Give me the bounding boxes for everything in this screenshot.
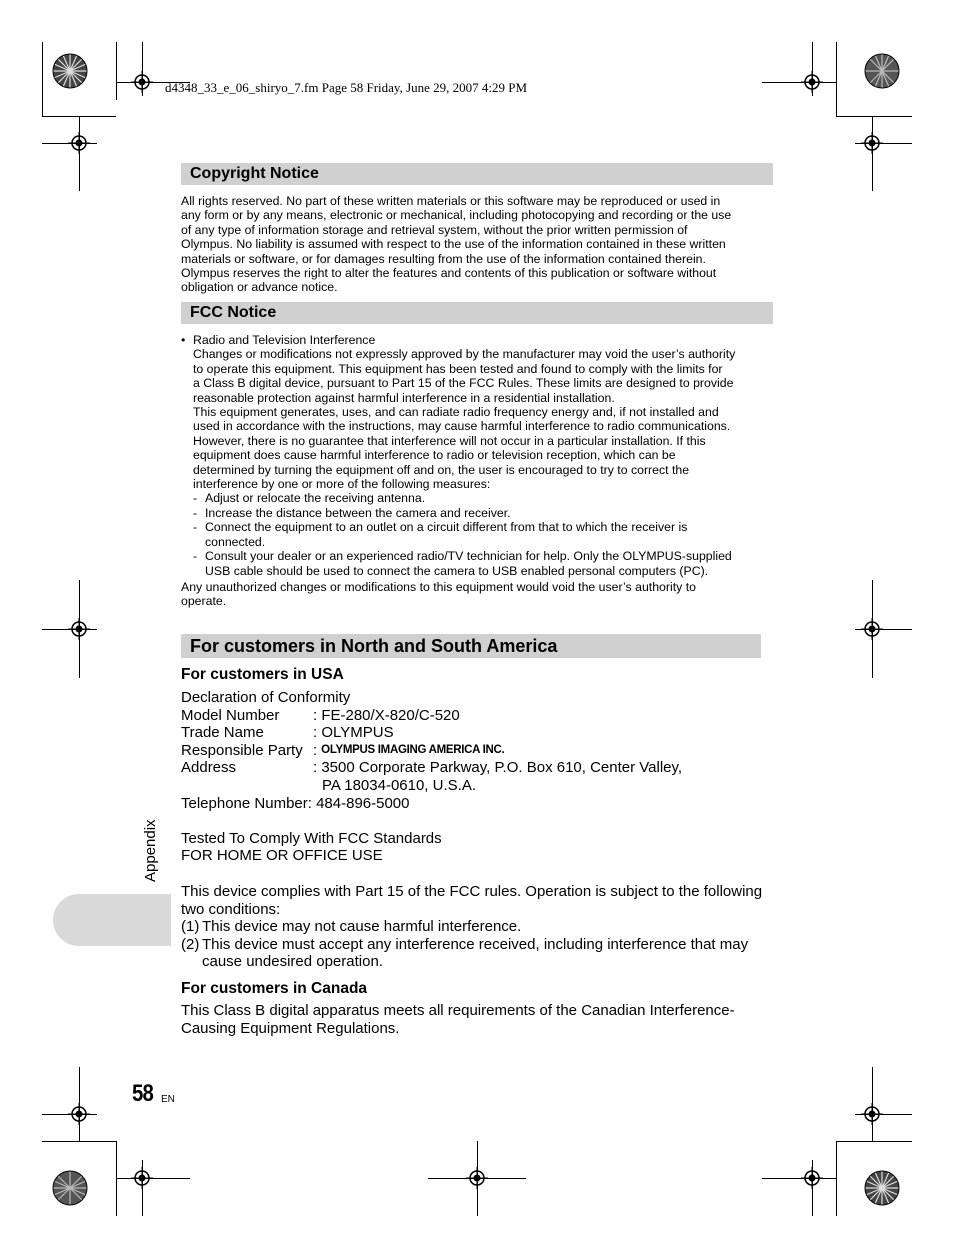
text-line: reasonable protection against harmful interference in a residential installation. (193, 390, 615, 405)
side-tab-label: Appendix (142, 819, 159, 882)
text-line: two conditions: (181, 900, 281, 918)
copyright-body (181, 194, 781, 295)
list-item: - Consult your dealer or an experienced radio/TV technician for help. Only the OLYMPUS-supplied USB cable should be used to connect the camera to USB enabled personal computers (PC). (193, 549, 732, 578)
measures-list (193, 491, 781, 577)
text-line: Changes or modifications not expressly approved by the manufacturer may void the user’s authority (193, 347, 736, 362)
list-item: - Connect the equipment to an outlet on a circuit different from that to which the receiver is connected. (193, 520, 688, 549)
text-line: used in accordance with the instructions, may cause harmful interference to radio communications. (193, 419, 731, 434)
starburst-calibration-icon (864, 53, 900, 89)
responsible-row: Responsible Party : OLYMPUS IMAGING AMERICA INC. (181, 741, 505, 759)
bullet-icon: • (181, 333, 186, 347)
registration-target-icon (861, 1103, 883, 1125)
registration-target-icon (466, 1167, 488, 1189)
list-item: - Adjust or relocate the receiving antenna. (193, 491, 426, 506)
bullet-title: Radio and Television Interference (193, 333, 376, 347)
text-line: a Class B digital device, pursuant to Part 15 of the FCC Rules. These limits are designed to provide (193, 376, 734, 391)
fcc-closing (181, 580, 781, 609)
file-header: d4348_33_e_06_shiryo_7.fm Page 58 Friday, June 29, 2007 4:29 PM (165, 80, 528, 95)
declaration-title: Declaration of Conformity (181, 689, 351, 706)
list-item: - Increase the distance between the camera and receiver. (193, 505, 511, 520)
fcc-body (181, 333, 781, 578)
crop-line (836, 42, 837, 116)
trade-row: Trade Name : OLYMPUS (181, 724, 394, 742)
text-line: equipment does cause harmful interference to radio or television reception, which can be (193, 448, 676, 463)
registration-target-icon (131, 1167, 153, 1189)
page-number: 58 (132, 1080, 153, 1107)
section-header-americas: For customers in North and South America (181, 634, 761, 658)
text-line: Causing Equipment Regulations. (181, 1019, 400, 1037)
page-language: EN (161, 1094, 175, 1105)
starburst-calibration-icon (52, 53, 88, 89)
crop-line (762, 1178, 836, 1179)
section-header-copyright: Copyright Notice (181, 163, 773, 185)
crop-line (836, 116, 912, 117)
text-line: All rights reserved. No part of these written materials or this software may be reproduced or used in (181, 194, 721, 208)
subheader-canada: For customers in Canada (181, 980, 368, 997)
registration-target-icon (68, 132, 90, 154)
text-line: of any type of information storage and retrieval system, without the prior written permission of (181, 222, 688, 237)
text-line: Olympus reserves the right to alter the features and contents of this publication or software without (181, 266, 717, 281)
registration-target-icon (131, 71, 153, 93)
model-row: Model Number : FE-280/X-820/C-520 (181, 706, 460, 724)
text-line: FOR HOME OR OFFICE USE (181, 847, 383, 865)
text-line: Olympus. No liability is assumed with respect to the use of the information contained in these written (181, 237, 726, 252)
registration-target-icon (68, 618, 90, 640)
text-line: Tested To Comply With FCC Standards (181, 829, 442, 847)
canada-body (181, 1002, 781, 1037)
text-line: This Class B digital apparatus meets all requirements of the Canadian Interference- (181, 1002, 735, 1019)
text-line: This device complies with Part 15 of the FCC rules. Operation is subject to the following (181, 882, 763, 900)
text-line: materials or software, or for damages resulting from the use of the information contained therein. (181, 251, 706, 266)
registration-target-icon (801, 71, 823, 93)
usa-declaration: Declaration of Conformity Model Number : FE-280/X-820/C-520 Trade Name : OLYMPUS Responsible Party : OLYMPUS IMAGING AMERICA INC. Address : 3500 Corporate Parkway, P.O. Box 610, Center Valley, PA 18034-0610, U.S.A. Telephone Number: 484-896-5000 Tested To Comply With FCC Standards FOR HOME OR OFFICE USE This device complies with Part 15 of the FCC rules. Operation is subject to the following two conditions: (1) This device may not cause harmful interference. (2) This device must accept any interference received, including interference that may cause undesired operation. (181, 689, 781, 971)
crop-line (116, 42, 117, 100)
crop-line (762, 82, 836, 83)
text-line: Any unauthorized changes or modifications to this equipment would void the user’s authority to (181, 580, 696, 594)
fcc-paragraph (181, 347, 781, 578)
telephone-row: Telephone Number: 484-896-5000 (181, 794, 410, 812)
crop-line (42, 1141, 116, 1142)
starburst-calibration-icon (52, 1170, 88, 1206)
address-row: Address : 3500 Corporate Parkway, P.O. Box 610, Center Valley, (181, 759, 683, 777)
crop-line (116, 1178, 190, 1179)
subheader-usa: For customers in USA (181, 666, 344, 683)
crop-line (42, 42, 43, 116)
text-line: However, there is no guarantee that interference will not occur in a particular installation. If this (193, 433, 706, 448)
side-tab-label-wrap (142, 819, 162, 982)
section-header-fcc: FCC Notice (181, 302, 773, 324)
text-line: determined by turning the equipment off and on, the user is encouraged to try to correct the (193, 462, 690, 477)
registration-target-icon (801, 1167, 823, 1189)
crop-line (836, 1141, 912, 1142)
text-line: any form or by any means, electronic or mechanical, including photocopying and recording or the use (181, 208, 732, 223)
text-line: to operate this equipment. This equipment has been tested and found to comply with the limits for (193, 361, 723, 376)
crop-line (836, 1141, 837, 1216)
registration-target-icon (68, 1103, 90, 1125)
company-logo-text: OLYMPUS IMAGING AMERICA INC. (321, 743, 505, 756)
text-line: This equipment generates, uses, and can radiate radio frequency energy and, if not installed and (193, 405, 719, 420)
condition-item: (2) This device must accept any interference received, including interference that may (181, 935, 749, 953)
registration-target-icon (861, 618, 883, 640)
text-line: operate. (181, 594, 227, 609)
text-line: obligation or advance notice. (181, 280, 338, 295)
condition-item: (1) This device may not cause harmful interference. (181, 918, 522, 936)
registration-target-icon (861, 132, 883, 154)
bullet-item (181, 333, 781, 347)
starburst-calibration-icon (864, 1170, 900, 1206)
text-line: interference by one or more of the following measures: (193, 477, 491, 492)
